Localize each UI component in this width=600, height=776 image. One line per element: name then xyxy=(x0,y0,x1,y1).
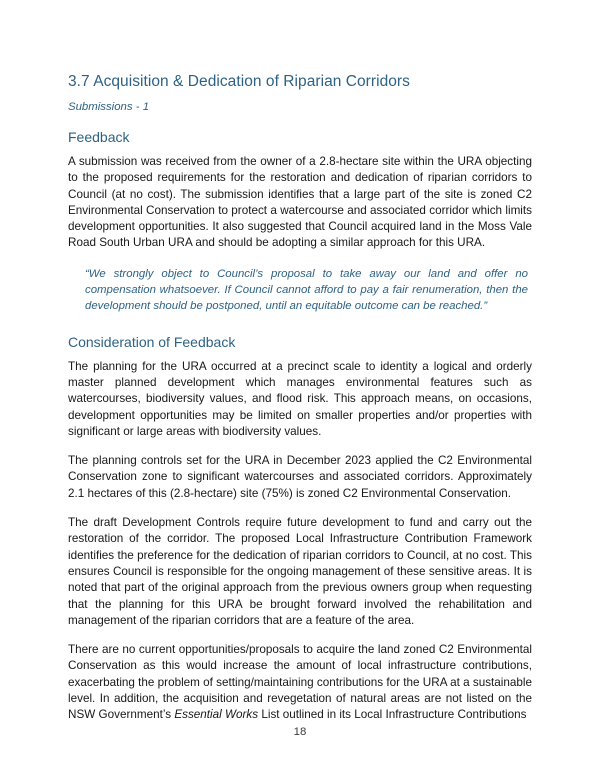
page-title: 3.7 Acquisition & Dedication of Riparian Corridors xyxy=(68,73,410,90)
essential-works-title: Essential Works xyxy=(174,708,259,722)
page-number: 18 xyxy=(293,726,307,738)
consideration-paragraph-4-text-after: List outlined in its Local Infrastructure Contributions xyxy=(258,708,527,722)
consideration-paragraph-2: The planning controls set for the URA in December 2023 applied the C2 Environmental Conservation zone to significant watercourses and associated corridors. Approximately 2.1 hectares of this (2.8-hectare) site (75%) is zoned C2 Environmental Conservation. xyxy=(68,454,532,500)
heading-consideration-of-feedback: Consideration of Feedback xyxy=(68,333,236,350)
submission-quote: “We strongly object to Council’s proposal to take away our land and offer no compensation whatsoever. If Council cannot afford to pay a fair renumeration, then the development should be postponed, until an equitable outcome can be reached.” xyxy=(85,267,528,313)
submissions-count-label: Submissions - 1 xyxy=(68,101,150,113)
heading-feedback: Feedback xyxy=(68,129,130,145)
consideration-paragraph-1: The planning for the URA occurred at a precinct scale to identity a logical and orderly master planned development which manages environmental features such as watercourses, biodiversity values, and flood risk. This approach means, on occasions, development opportunities may be limited on smaller properties and/or properties with significant or large areas with biodiversity values. xyxy=(68,359,532,438)
feedback-paragraph-1: A submission was received from the owner of a 2.8-hectare site within the URA objecting to the proposed requirements for the restoration and dedication of riparian corridors to Council (at no cost). The submission identifies that a large part of the site is zoned C2 Environmental Conservation to protect a watercourse and associated corridor which limits development opportunities. It also suggested that Council acquired land in the Moss Vale Road South Urban URA and should be adopting a similar approach for this URA. xyxy=(68,155,532,250)
consideration-paragraph-3: The draft Development Controls require future development to fund and carry out the restoration of the corridor. The proposed Local Infrastructure Contribution Framework identifies the preference for the dedication of riparian corridors to Council, at no cost. This ensures Council is responsible for the ongoing management of these sensitive areas. It is noted that part of the original approach from the previous owners group when requesting that the planning for this URA be brought forward involved the rehabilitation and management of the riparian corridors that are a feature of the area. xyxy=(68,516,532,627)
consideration-paragraph-4 xyxy=(68,642,532,723)
page-content xyxy=(68,72,532,724)
consideration-paragraph-4-text-before: There are no current opportunities/proposals to acquire the land zoned C2 Environmental Conservation as this would increase the amount of local infrastructure contributions, exacerbating the problem of setting/maintaining contributions for the URA at a sustainable level. In addition, the acquisition and revegetation of natural areas are not listed on the NSW Government’s xyxy=(68,643,532,722)
